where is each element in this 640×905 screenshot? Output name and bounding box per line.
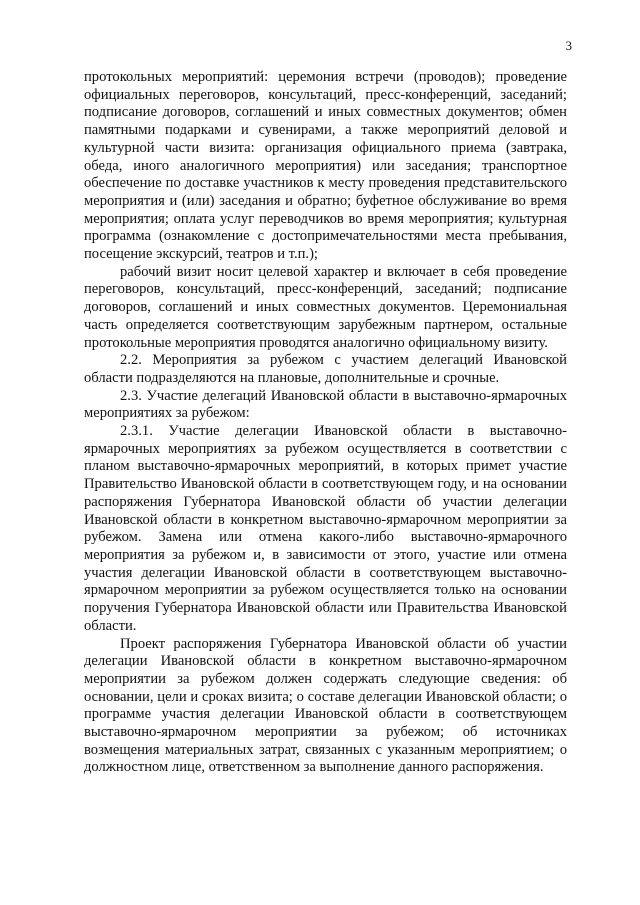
paragraph-order-draft: Проект распоряжения Губернатора Ивановской области об участии делегации Ивановской области в конкретном выставочно-ярмарочном мероприятии за рубежом должен содержать следующие сведения: об основании, цели и сроках визита; о составе делегации Ивановской области; о программе участия делегации Ивановской области в соответствующем выставочно-ярмарочном мероприятии за рубежом; об источниках возмещения материальных затрат, связанных с указанным мероприятием; о должностном лице, ответственном за выполнение данного распоряжения. [84, 635, 567, 776]
paragraph-2-3: 2.3. Участие делегаций Ивановской области в выставочно-ярмарочных мероприятиях за рубежом: [84, 387, 567, 422]
paragraph-2-2: 2.2. Мероприятия за рубежом с участием делегаций Ивановской области подразделяются на плановые, дополнительные и срочные. [84, 352, 567, 386]
paragraph-protocol-events: протокольных мероприятий: церемония встречи (проводов); проведение официальных переговоров, консультаций, пресс-конференций, заседаний; подписание договоров, соглашений и иных совместных документов; обмен памятными подарками и сувенирами, а также мероприятий деловой и культурной части визита: организация официального приема (завтрака, обеда, иного аналогичного мероприятия) или заседания; транспортное обеспечение по доставке участников к месту проведения представительского мероприятия и (или) заседания и обратно; буфетное обслуживание во время мероприятия; оплата услуг переводчиков во время мероприятия; культурная программа (ознакомление с достопримечательностями места пребывания, посещение экскурсий, театров и т.п.); [84, 69, 567, 263]
paragraph-2-3-1: 2.3.1. Участие делегации Ивановской области в выставочно-ярмарочных мероприятиях за рубежом осуществляется в соответствии с планом выставочно-ярмарочных мероприятий, в которых примет участие Правительство Ивановской области в соответствующем году, и на основании распоряжения Губернатора Ивановской области об участии делегации Ивановской области в конкретном выставочно-ярмарочном мероприятии за рубежом. Замена или отмена какого-либо выставочно-ярмарочного мероприятия за рубежом и, в зависимости от этого, участие или отмена участия делегации Ивановской области в соответствующем выставочно-ярмарочном мероприятии за рубежом осуществляется только на основании поручения Губернатора Ивановской области или Правительства Ивановской области. [84, 423, 567, 634]
page-number: 3 [565, 38, 572, 53]
paragraph-working-visit: рабочий визит носит целевой характер и включает в себя проведение переговоров, консультаций, пресс-конференций, заседаний; подписание договоров, соглашений и иных совместных документов. Церемониальная часть определяется соответствующим зарубежным партнером, остальные протокольные мероприятия проводятся аналогично официальному визиту. [84, 263, 567, 351]
document-body [84, 69, 567, 777]
